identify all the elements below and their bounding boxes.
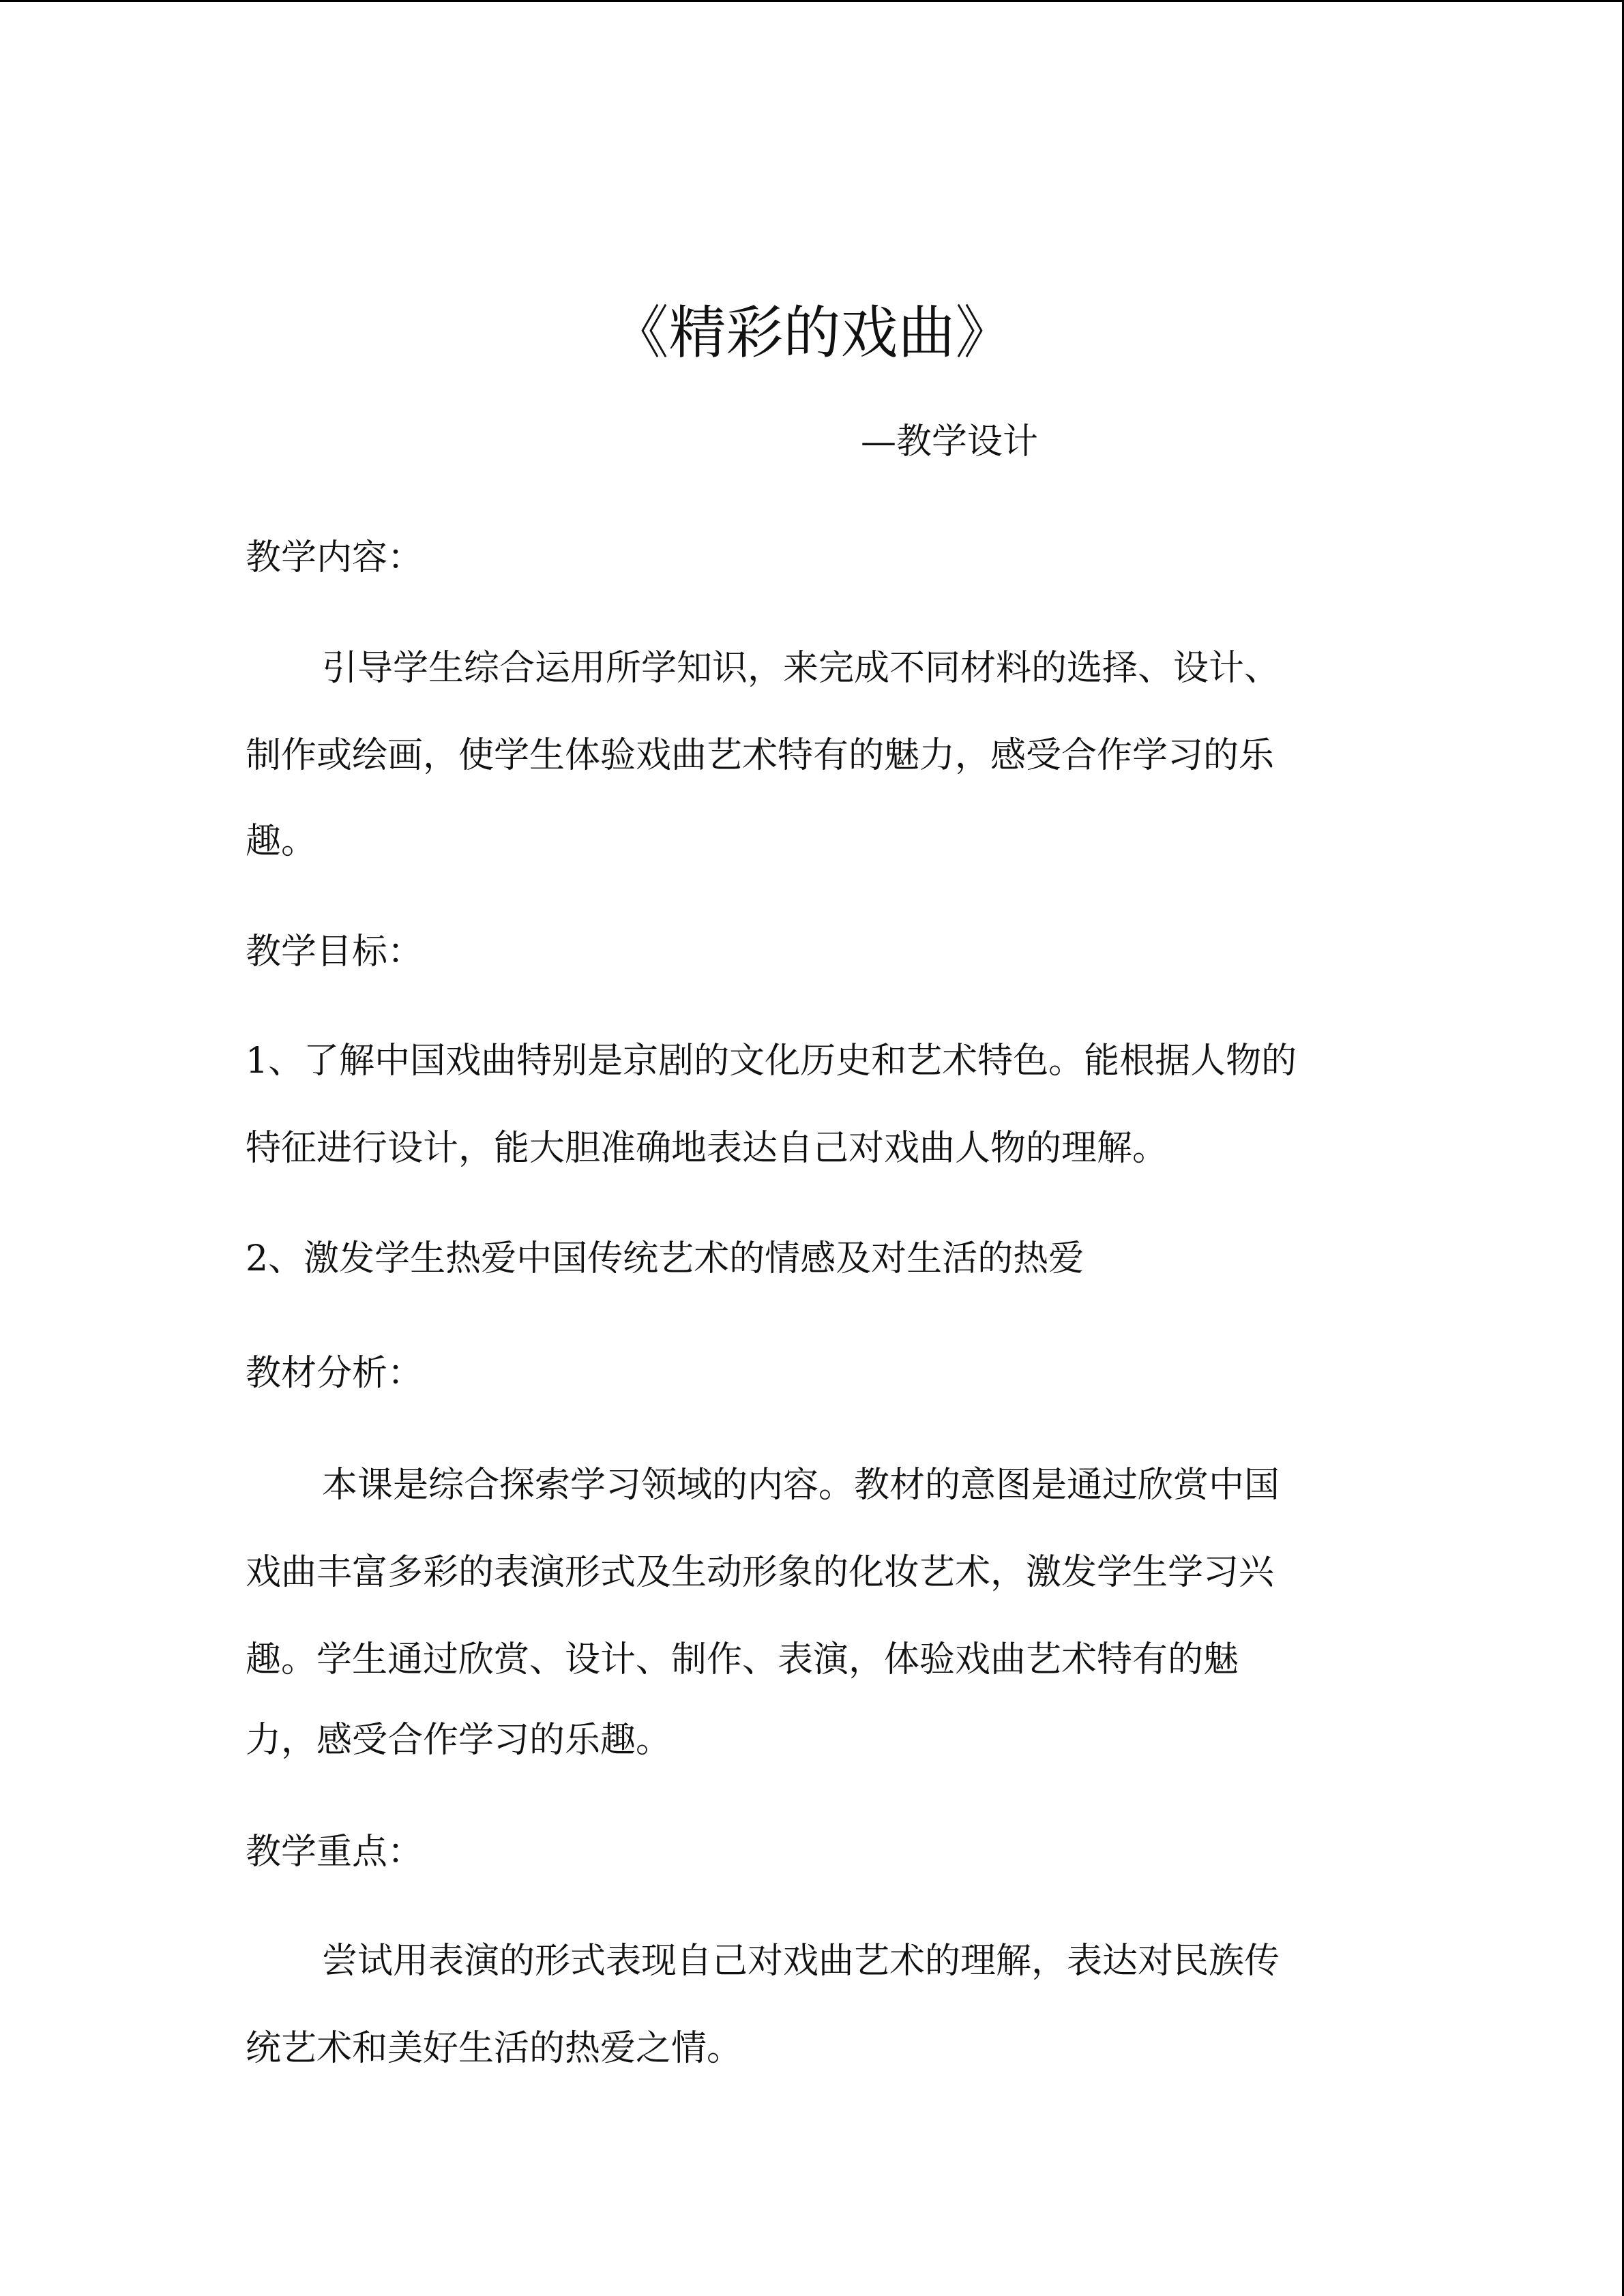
paragraph-line: 力，感受合作学习的乐趣。 [246,1720,672,1761]
list-item-line: 特征进行设计，能大胆准确地表达自己对戏曲人物的理解。 [246,1128,1168,1169]
section-heading-objectives: 教学目标： [246,931,424,972]
paragraph-line: 戏曲丰富多彩的表演形式及生动形象的化妆艺术，激发学生学习兴 [246,1552,1275,1593]
paragraph-line: 引导学生综合运用所学知识，来完成不同材料的选择、设计、 [322,648,1280,689]
list-item-line: 2、激发学生热爱中国传统艺术的情感及对生活的热爱 [246,1238,1084,1279]
document-title: 《精彩的戏曲》 [611,299,1013,366]
paragraph-line: 尝试用表演的形式表现自己对戏曲艺术的理解，表达对民族传 [322,1941,1280,1982]
section-heading-key-points: 教学重点： [246,1832,424,1873]
paragraph-line: 统艺术和美好生活的热爱之情。 [246,2028,743,2069]
section-heading-content: 教学内容： [246,537,424,578]
list-item-line: 1、了解中国戏曲特别是京剧的文化历史和艺术特色。能根据人物的 [246,1041,1297,1082]
paragraph-line: 本课是综合探索学习领域的内容。教材的意图是通过欣赏中国 [322,1465,1280,1506]
paragraph-line: 趣。 [246,821,317,862]
paragraph-line: 制作或绘画，使学生体验戏曲艺术特有的魅力，感受合作学习的乐 [246,735,1275,776]
paragraph-line: 趣。学生通过欣赏、设计、制作、表演，体验戏曲艺术特有的魅 [246,1639,1239,1680]
section-heading-analysis: 教材分析： [246,1353,424,1394]
page-border-top [0,0,1624,2]
document-subtitle: —教学设计 [861,421,1039,462]
